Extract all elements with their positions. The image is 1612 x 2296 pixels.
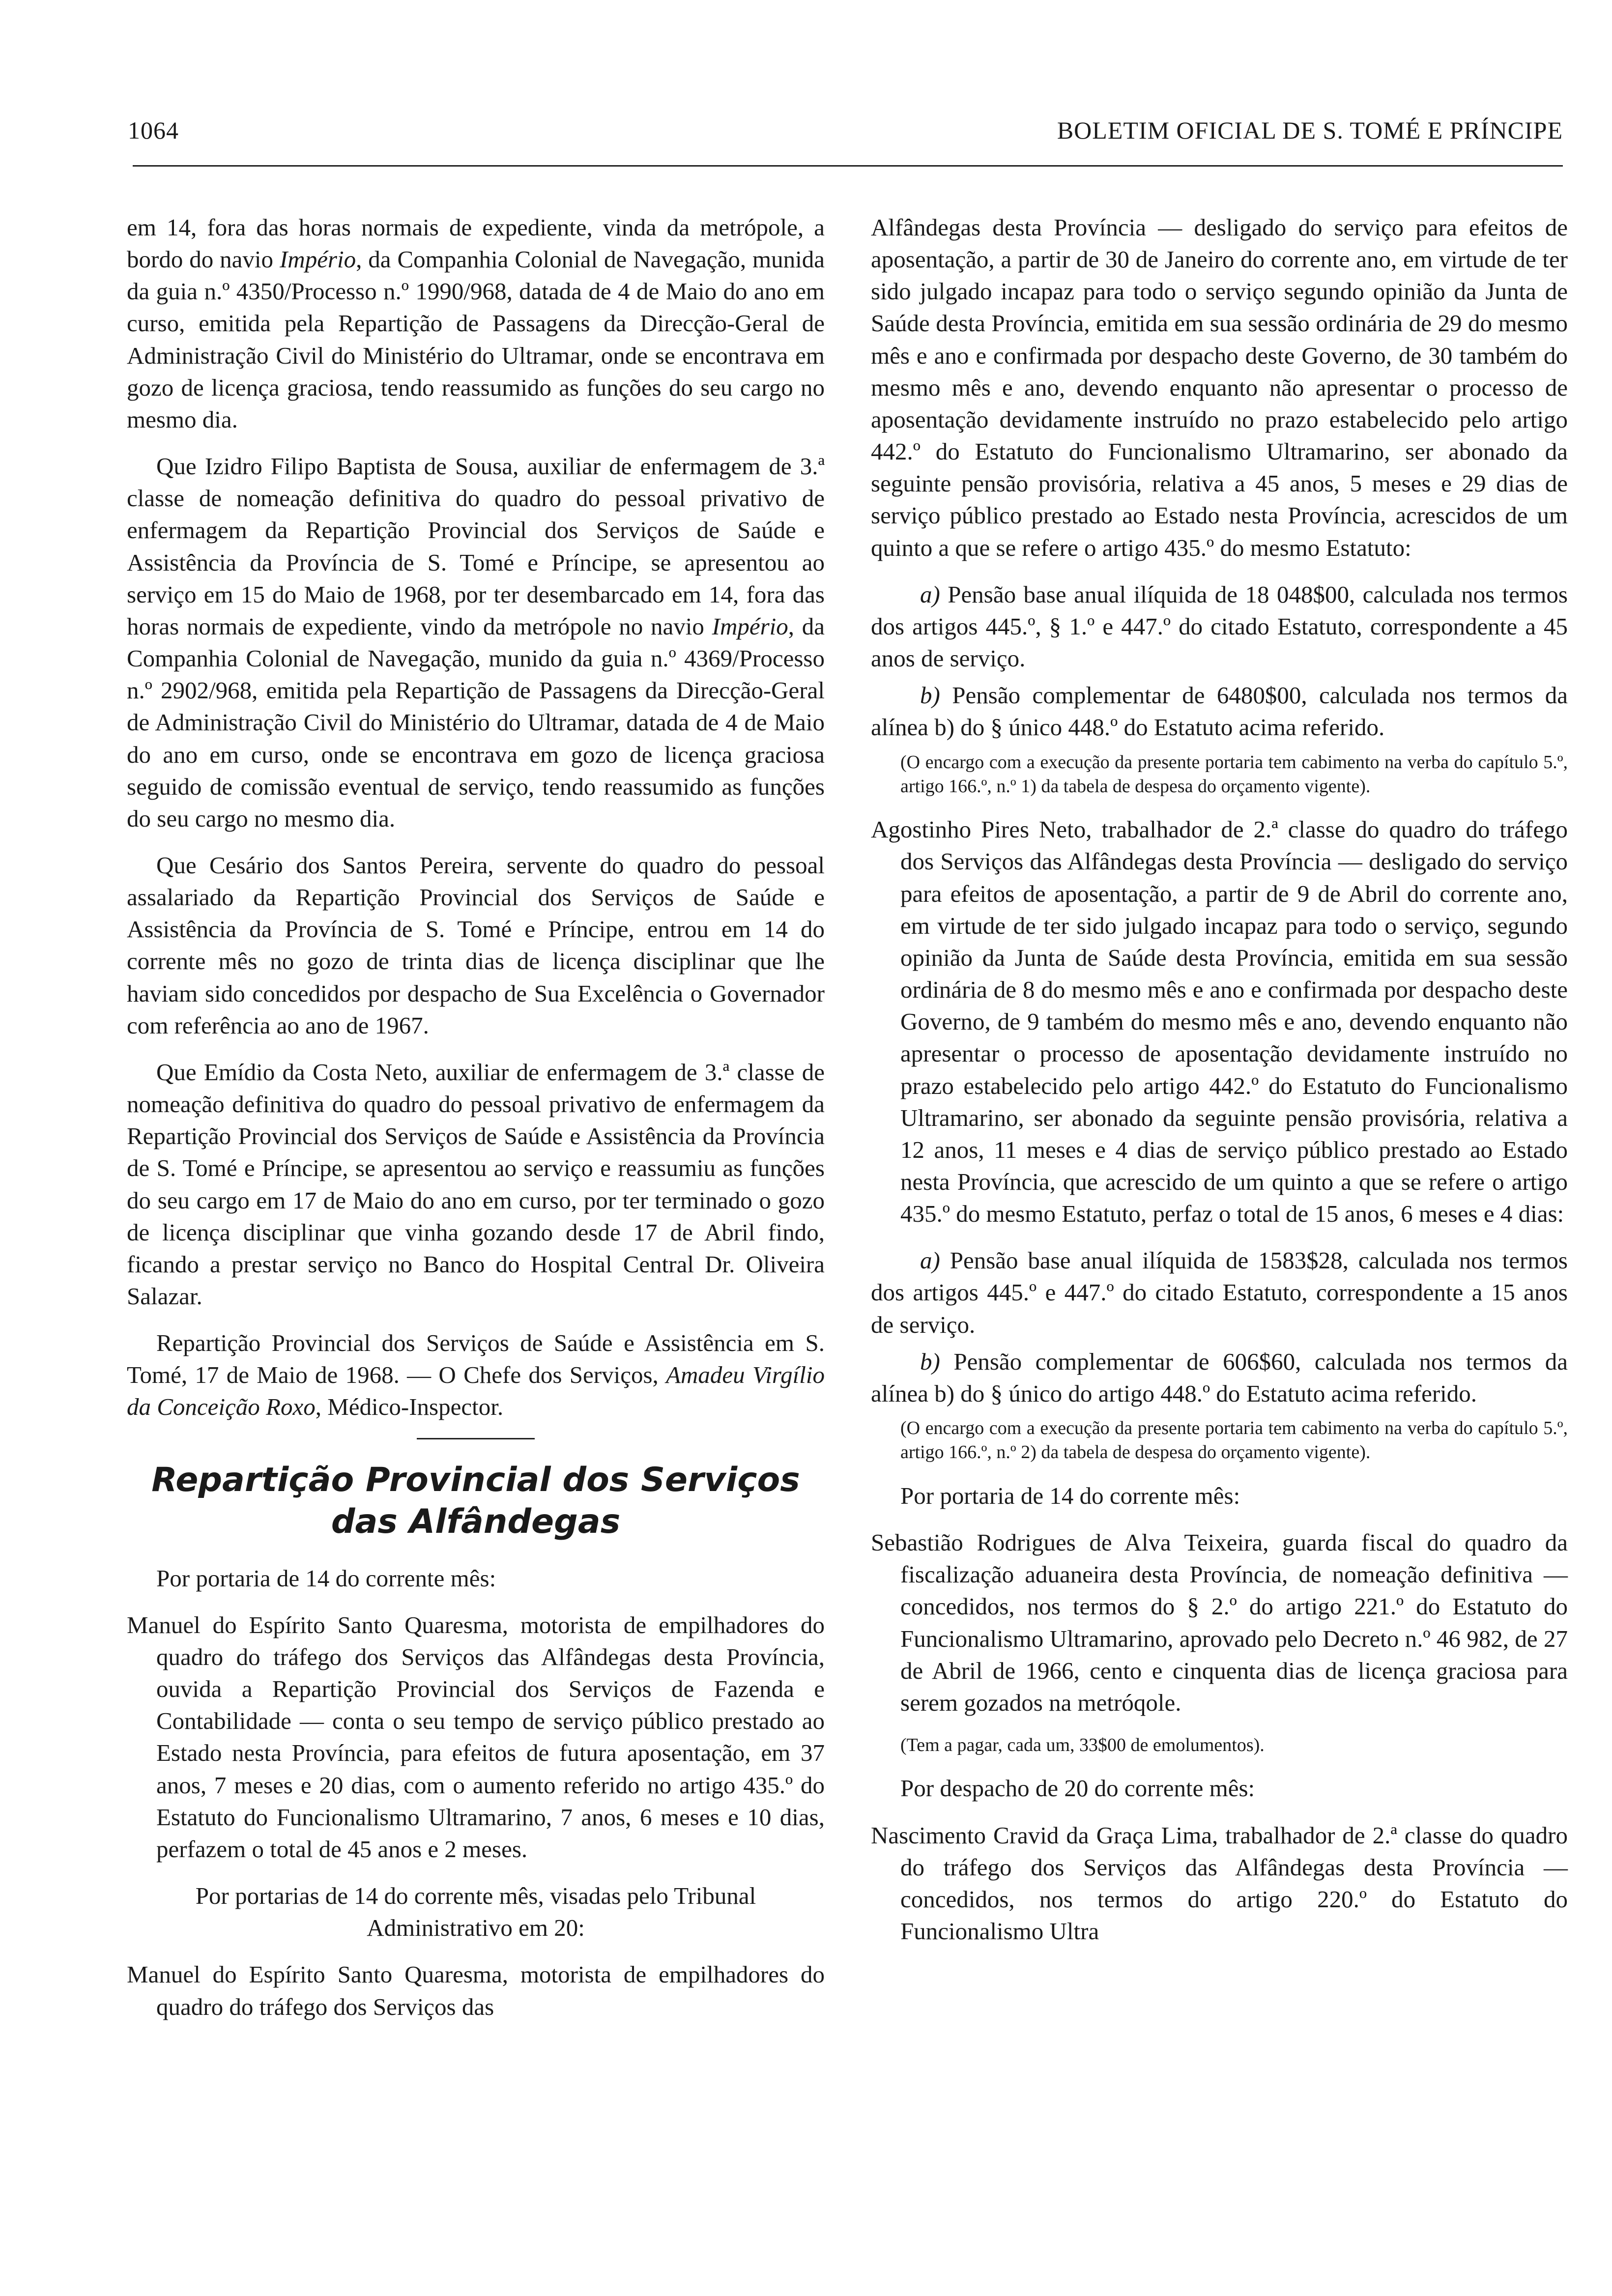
text: Pensão complementar de 6480$00, calculada nos termos da alínea b) do § único 448.º do Estatuto acima referido. [871,682,1568,741]
text: Repartição Provincial dos Serviços de Saúde e Assistência em S. Tomé, 17 de Maio de 1968. — O Chefe dos Serviços, [127,1329,825,1389]
text: Pensão base anual ilíquida de 1583$28, calculada nos termos dos artigos 445.º e 447.º do citado Estatuto, correspondente a 15 anos de serviço. [871,1247,1568,1338]
running-title: BOLETIM OFICIAL DE S. TOMÉ E PRÍNCIPE [1057,116,1563,144]
item-label: b) [920,1348,940,1375]
paragraph: Sebastião Rodrigues de Alva Teixeira, guarda fiscal do quadro da fiscalização aduaneira desta Província, de nomeação definitiva — concedidos, nos termos do § 2.º do artigo 221.º do Estatuto do Funcionalismo Ultramarino, aprovado pelo Decreto n.º 46 982, de 27 de Abril de 1966, cento e cinquenta dias de licença graciosa para serem gozados na metróqole. [871,1529,1568,1716]
text: , da Companhia Colonial de Navegação, munida da guia n.º 4350/Processo n.º 1990/968, datada de 4 de Maio do ano em curso, emitida pela Repartição de Passagens da Direcção-Geral de Administração Civil do Ministério do Ultramar, onde se encontrava em gozo de licença graciosa, tendo reassumido as funções do seu cargo no mesmo dia. [127,246,825,433]
text: , da Companhia Colonial de Navegação, munido da guia n.º 4369/Processo n.º 2902/968, emitida pela Repartição de Passagens da Direcção-Geral de Administração Civil do Ministério do Ultramar, datada de 4 de Maio do ano em curso, onde se encontrava em gozo de licença graciosa seguido de comissão eventual de serviço, tendo reassumido as funções do seu cargo no mesmo dia. [127,612,825,832]
paragraph [127,450,825,834]
paragraph: Nascimento Cravid da Graça Lima, trabalhador de 2.ª classe do quadro do tráfego dos Serviços das Alfândegas desta Província — concedidos, nos termos do artigo 220.º do Estatuto do Funcionalismo Ultra [871,1821,1568,1945]
signatory-name: Amadeu Virgílio da Conceição Roxo [127,1361,825,1421]
left-column [127,211,825,2038]
signature-paragraph [127,1327,825,1423]
text: Pensão complementar de 606$60, calculada nos termos da alínea b) do § único do artigo 448.º do Estatuto acima referido. [871,1348,1568,1407]
text: Que Izidro Filipo Baptista de Sousa, auxiliar de enfermagem de 3.ª classe de nomeação definitiva do quadro do pessoal privativo de enfermagem da Repartição Provincial dos Serviços de Saúde e Assistência da Província de S. Tomé e Príncipe, se apresentou ao serviço em 15 do Maio de 1968, por ter desembarcado em 14, fora das horas normais de expediente, vindo da metrópole no navio [127,453,825,640]
item-label: a) [920,580,940,608]
page-number: 1064 [128,116,179,144]
paragraph: Que Cesário dos Santos Pereira, servente do quadro do pessoal assalariado da Repartição Provincial dos Serviços de Saúde e Assistência da Província de S. Tomé e Príncipe, entrou em 14 do corrente mês no gozo de trinta dias de licença disciplinar que lhe haviam sido concedidos por despacho de Sua Excelência o Governador com referência ao ano de 1967. [127,851,825,1039]
paragraph: Que Emídio da Costa Neto, auxiliar de enfermagem de 3.ª classe de nomeação definitiva do quadro do pessoal privativo de enfermagem da Repartição Provincial dos Serviços de Saúde e Assistência da Província de S. Tomé e Príncipe, se apresentou ao serviço e reassumiu as funções do seu cargo em 17 de Maio do ano em curso, por ter terminado o gozo de licença disciplinar que vinha gozando desde 17 de Abril findo, ficando a prestar serviço no Banco do Hospital Central Dr. Oliveira Salazar. [127,1058,825,1310]
paragraph: Por portaria de 14 do corrente mês: [156,1564,496,1592]
list-item [871,578,1568,674]
text: Pensão base anual ilíquida de 18 048$00, calculada nos termos dos artigos 445.º, § 1.º e 447.º do citado Estatuto, correspondente a 45 anos de serviço. [871,580,1568,672]
item-label: b) [920,682,940,709]
page-header [128,116,1563,155]
paragraph: Por portaria de 14 do corrente mês: [900,1482,1240,1509]
ship-name: Império [279,246,356,273]
paragraph: Agostinho Pires Neto, trabalhador de 2.ª classe do quadro do tráfego dos Serviços das Alfândegas desta Província — desligado do serviço para efeitos de aposentação, a partir de 9 de Abril do corrente ano, em virtude de ter sido julgado incapaz para todo o serviço, segundo opinião da Junta de Saúde desta Província, emitida em sua sessão ordinária de 8 do mesmo mês e ano e confirmada por despacho deste Governo, de 9 também do mesmo mês e ano, devendo enquanto não apresentar o processo de aposentação devidamente instruído no prazo estabelecido pelo artigo 442.º do Estatuto do Funcionalismo Ultramarino, ser abonado da seguinte pensão provisória, relativa a 12 anos, 11 meses e 4 dias de serviço público prestado ao Estado nesta Província, que acrescido de um quinto a que se refere o artigo 435.º do mesmo Estatuto, perfaz o total de 15 anos, 6 meses e 4 dias: [871,816,1568,1228]
text: , Médico-Inspector. [315,1393,504,1421]
paragraph: Por despacho de 20 do corrente mês: [900,1775,1255,1802]
right-column [871,211,1568,1962]
paragraph: Manuel do Espírito Santo Quaresma, motorista de empilhadores do quadro do tráfego dos Serviços das [127,1961,825,2020]
text: em 14, fora das horas normais de expediente, vinda da metrópole, a bordo do navio [127,214,825,273]
paragraph: Alfândegas desta Província — desligado do serviço para efeitos de aposentação, a partir de 30 de Janeiro do corrente ano, em virtude de ter sido julgado incapaz para todo o serviço segundo opinião da Junta de Saúde desta Província, emitida em sua sessão ordinária de 29 do mesmo mês e ano e confirmada por despacho deste Governo, de 30 também do mesmo mês e ano, devendo enquanto não apresentar o processo de aposentação devidamente instruído no prazo estabelecido pelo artigo 442.º do Estatuto do Funcionalismo Ultramarino, ser abonado da seguinte pensão provisória, relativa a 45 anos, 5 meses e 29 dias de serviço público prestado ao Estado nesta Província, acrescidos de um quinto a que se refere o artigo 435.º do mesmo Estatuto: [871,214,1568,561]
note: (O encargo com a execução da presente portaria tem cabimento na verba do capítulo 5.º, artigo 166.º, n.º 2) da tabela de despesa do orçamento vigente). [900,1418,1568,1463]
section-divider [417,1438,535,1439]
header-divider [133,165,1563,167]
section-heading: Repartição Provincial dos Serviços das Alfândegas [151,1460,800,1541]
note: (O encargo com a execução da presente portaria tem cabimento na verba do capítulo 5.º, artigo 166.º, n.º 1) da tabela de despesa do orçamento vigente). [900,751,1568,797]
ship-name: Império [712,612,788,640]
list-item [871,1346,1568,1409]
paragraph [127,211,825,435]
list-item [871,679,1568,743]
item-label: a) [920,1247,940,1274]
list-item [871,1244,1568,1340]
paragraph: Por portarias de 14 do corrente mês, visadas pelo Tribunal Administrativo em 20: [195,1882,756,1942]
note: (Tem a pagar, cada um, 33$00 de emolumentos). [900,1734,1265,1755]
paragraph: Manuel do Espírito Santo Quaresma, motorista de empilhadores do quadro do tráfego dos Serviços das Alfândegas desta Província, ouvida a Repartição Provincial dos Serviços de Fazenda e Contabilidade — conta o seu tempo de serviço público prestado ao Estado nesta Província, para efeitos de futura aposentação, em 37 anos, 7 meses e 20 dias, com o aumento referido no artigo 435.º do Estatuto do Funcionalismo Ultramarino, 7 anos, 6 meses e 10 dias, perfazem o total de 45 anos e 2 meses. [127,1611,825,1863]
